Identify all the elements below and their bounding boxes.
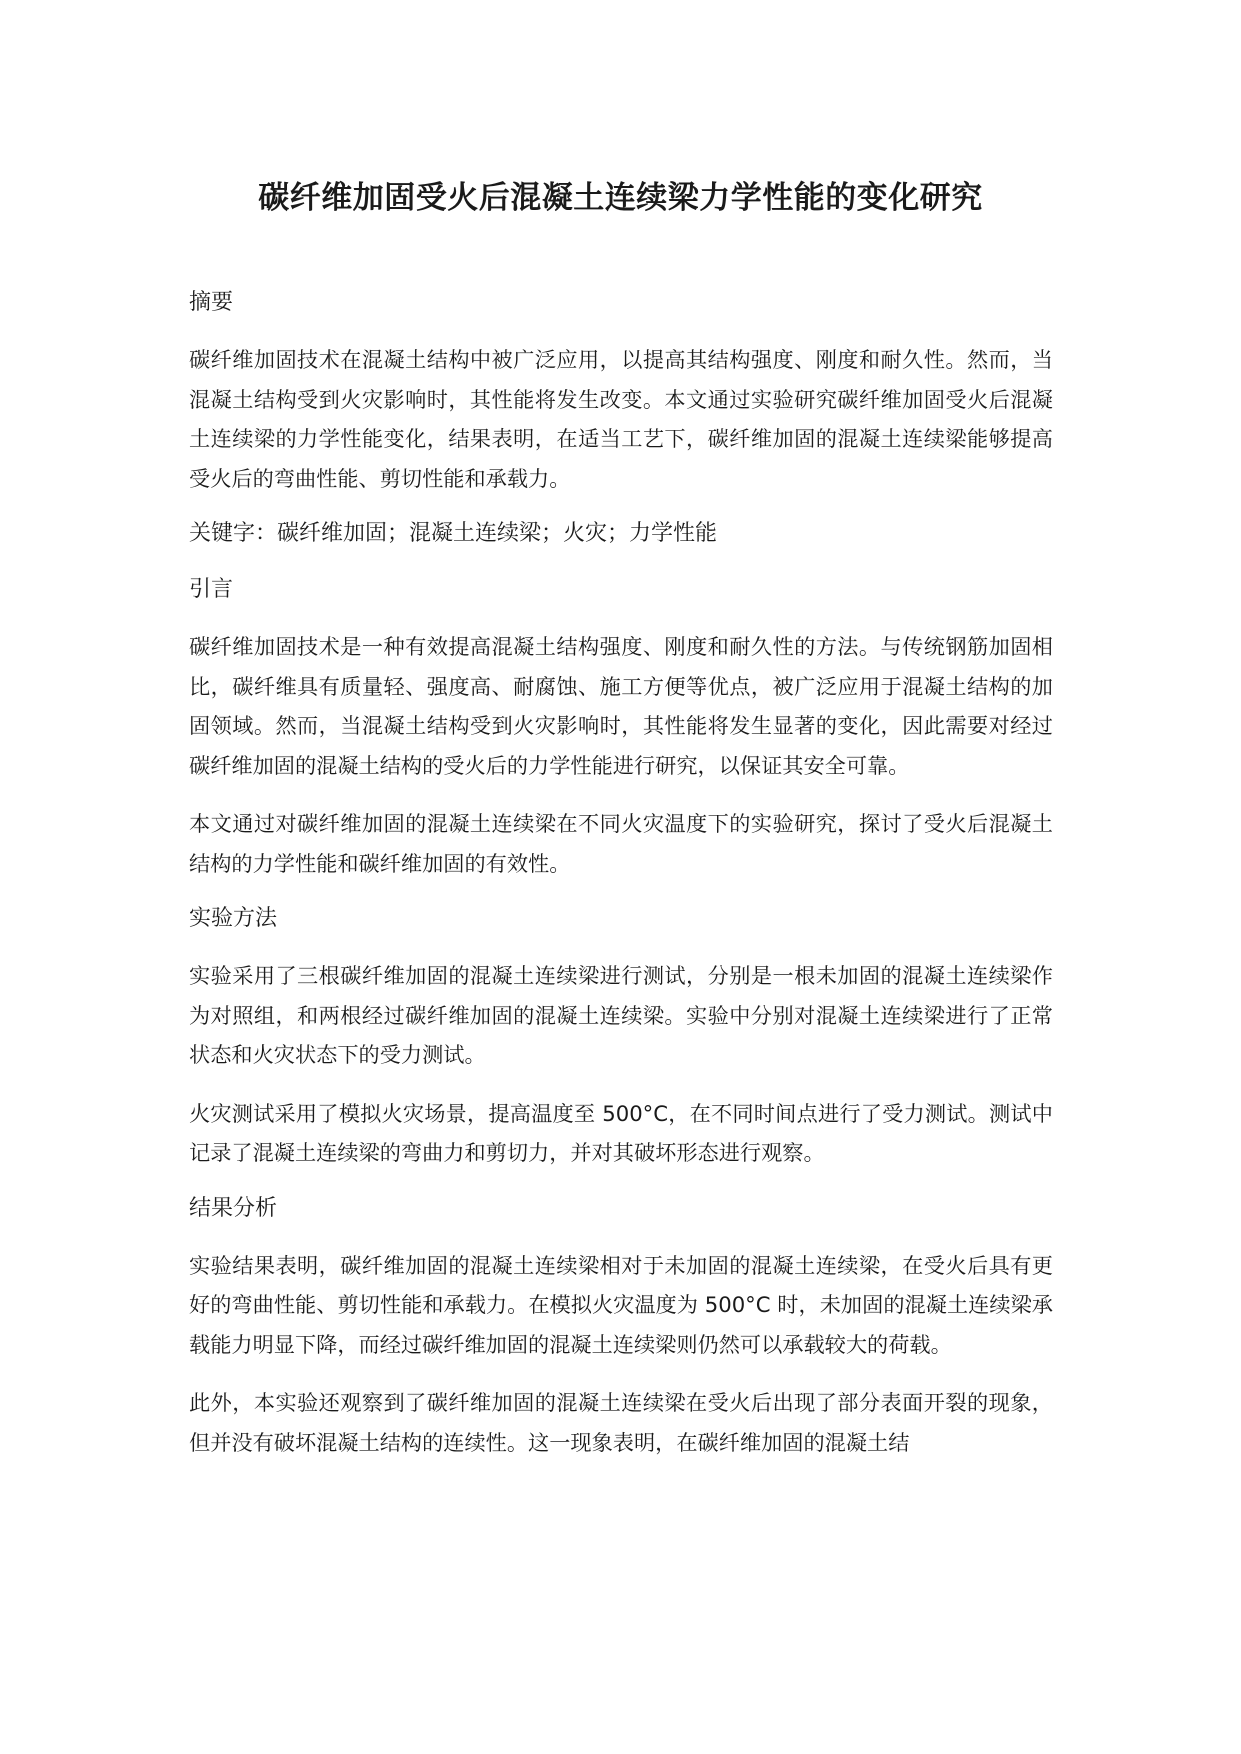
- abstract-paragraph: 碳纤维加固技术在混凝土结构中被广泛应用，以提高其结构强度、刚度和耐久性。然而，当混凝土结构受到火灾影响时，其性能将发生改变。本文通过实验研究碳纤维加固受火后混凝土连续梁的力学性能变化，结果表明，在适当工艺下，碳纤维加固的混凝土连续梁能够提高受火后的弯曲性能、剪切性能和承载力。: [189, 347, 1053, 491]
- method-heading: 实验方法: [189, 906, 278, 931]
- method-paragraph-1: 实验采用了三根碳纤维加固的混凝土连续梁进行测试，分别是一根未加固的混凝土连续梁作为对照组，和两根经过碳纤维加固的混凝土连续梁。实验中分别对混凝土连续梁进行了正常状态和火灾状态下的受力测试。: [189, 963, 1053, 1067]
- intro-heading: 引言: [189, 577, 234, 602]
- document-title: 碳纤维加固受火后混凝土连续梁力学性能的变化研究: [258, 180, 983, 216]
- abstract-heading: 摘要: [189, 290, 234, 315]
- intro-paragraph-2: 本文通过对碳纤维加固的混凝土连续梁在不同火灾温度下的实验研究，探讨了受火后混凝土结构的力学性能和碳纤维加固的有效性。: [189, 811, 1053, 876]
- keywords-line: 关键字：碳纤维加固；混凝土连续梁；火灾；力学性能: [189, 521, 718, 546]
- results-paragraph-2: 此外，本实验还观察到了碳纤维加固的混凝土连续梁在受火后出现了部分表面开裂的现象，但并没有破坏混凝土结构的连续性。这一现象表明，在碳纤维加固的混凝土结: [189, 1390, 1053, 1455]
- method-paragraph-2: 火灾测试采用了模拟火灾场景，提高温度至 500°C，在不同时间点进行了受力测试。测试中记录了混凝土连续梁的弯曲力和剪切力，并对其破坏形态进行观察。: [189, 1100, 1053, 1165]
- intro-paragraph-1: 碳纤维加固技术是一种有效提高混凝土结构强度、刚度和耐久性的方法。与传统钢筋加固相比，碳纤维具有质量轻、强度高、耐腐蚀、施工方便等优点，被广泛应用于混凝土结构的加固领域。然而，当混凝土结构受到火灾影响时，其性能将发生显著的变化，因此需要对经过碳纤维加固的混凝土结构的受火后的力学性能进行研究，以保证其安全可靠。: [189, 634, 1053, 778]
- results-heading: 结果分析: [189, 1195, 278, 1221]
- document-body: [189, 286, 1053, 1481]
- results-paragraph-1: 实验结果表明，碳纤维加固的混凝土连续梁相对于未加固的混凝土连续梁，在受火后具有更好的弯曲性能、剪切性能和承载力。在模拟火灾温度为 500°C 时，未加固的混凝土连续梁承载能力明显下降，而经过碳纤维加固的混凝土连续梁则仍然可以承载较大的荷载。: [189, 1252, 1053, 1357]
